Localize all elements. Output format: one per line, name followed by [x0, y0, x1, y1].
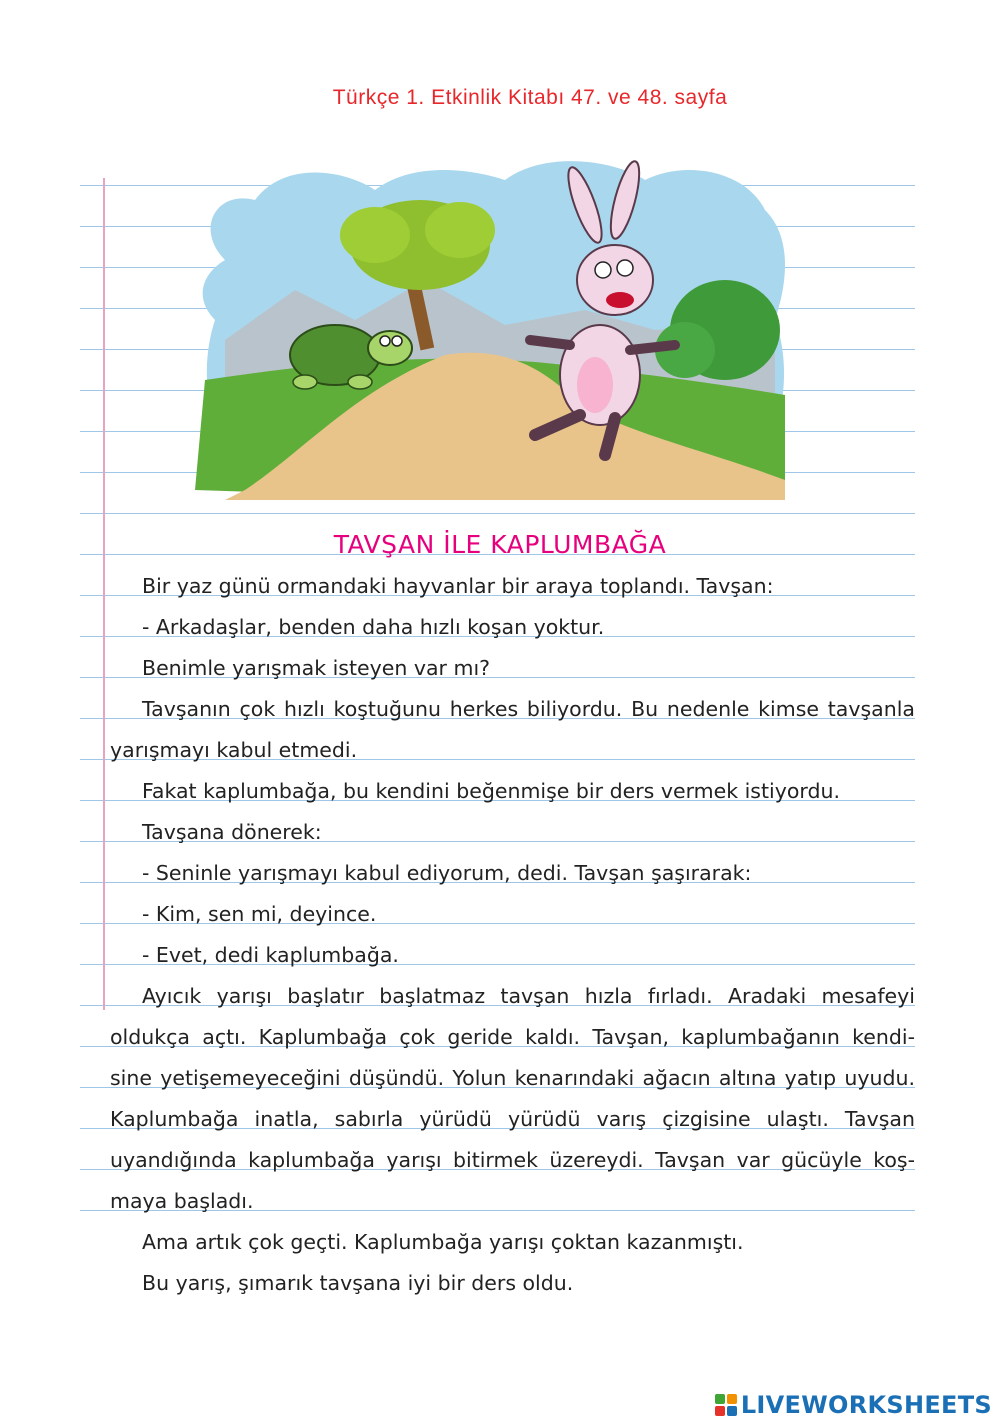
story-line: - Kim, sen mi, deyince. — [142, 902, 377, 926]
story-line: Benimle yarışmak isteyen var mı? — [142, 656, 491, 680]
story-line: oldukça açtı. Kaplumbağa çok geride kaldı. Tavşan, kaplumbağanın kendi- — [110, 1025, 915, 1049]
brand-name: LIVEWORKSHEETS — [740, 1391, 992, 1419]
story-line: Ama artık çok geçti. Kaplumbağa yarışı çoktan kazanmıştı. — [142, 1230, 744, 1254]
story-line: - Arkadaşlar, benden daha hızlı koşan yoktur. — [142, 615, 605, 639]
story-line: Bu yarış, şımarık tavşana iyi bir ders oldu. — [142, 1271, 574, 1295]
margin-line — [103, 178, 105, 1010]
story-line: Tavşanın çok hızlı koştuğunu herkes biliyordu. Bu nedenle kimse tavşanla — [142, 697, 915, 721]
story-line: Ayıcık yarışı başlatır başlatmaz tavşan hızla fırladı. Aradaki mesafeyi — [142, 984, 915, 1008]
story-text — [110, 566, 915, 1304]
logo-block — [715, 1406, 725, 1416]
story-line: - Evet, dedi kaplumbağa. — [142, 943, 399, 967]
story-line: sine yetişemeyeceğini düşündü. Yolun kenarındaki ağacın altına yatıp uyudu. — [110, 1066, 915, 1090]
story-line: Kaplumbağa inatla, sabırla yürüdü yürüdü varış çizgisine ulaştı. Tavşan — [110, 1107, 915, 1131]
source-reference: Türkçe 1. Etkinlik Kitabı 47. ve 48. sayfa — [332, 86, 728, 109]
story-line: uyandığında kaplumbağa yarışı bitirmek üzereydi. Tavşan var gücüyle koş- — [110, 1148, 915, 1172]
story-line: maya başladı. — [110, 1189, 254, 1213]
story-line: - Seninle yarışmayı kabul ediyorum, dedi. Tavşan şaşırarak: — [142, 861, 752, 885]
story-line: Bir yaz günü ormandaki hayvanlar bir araya toplandı. Tavşan: — [142, 574, 774, 598]
story-line: Tavşana dönerek: — [142, 820, 322, 844]
logo-block — [727, 1394, 737, 1404]
logo-blocks-icon — [715, 1394, 737, 1416]
story-line: Fakat kaplumbağa, bu kendini beğenmişe bir ders vermek istiyordu. — [142, 779, 840, 803]
logo-block — [727, 1406, 737, 1416]
story-title: TAVŞAN İLE KAPLUMBAĞA — [333, 530, 667, 559]
liveworksheets-logo — [715, 1391, 992, 1419]
logo-block — [715, 1394, 725, 1404]
story-line: yarışmayı kabul etmedi. — [110, 738, 358, 762]
tortoise-and-hare-illustration — [185, 150, 795, 520]
